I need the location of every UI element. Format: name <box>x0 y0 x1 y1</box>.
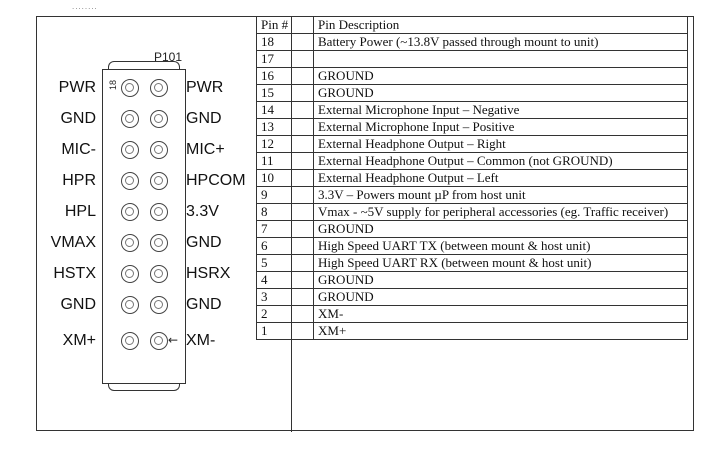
pin-number-cell: 9 <box>257 187 314 204</box>
pin-description-cell: GROUND <box>314 85 688 102</box>
pin-circle-icon <box>121 332 139 350</box>
table-row <box>257 85 688 102</box>
table-row <box>257 255 688 272</box>
pin-label-left: GND <box>60 110 96 127</box>
pin-number-cell: 17 <box>257 51 314 68</box>
pin-label-right: GND <box>186 110 222 127</box>
pin-description-cell: External Headphone Output – Common (not GROUND) <box>314 153 688 170</box>
pin-label-right: PWR <box>186 79 224 96</box>
table-row <box>257 204 688 221</box>
pin-number-cell: 14 <box>257 102 314 119</box>
pin-description-cell: XM- <box>314 306 688 323</box>
connector-row <box>37 263 292 287</box>
pin-circle-icon <box>150 234 168 252</box>
pin-label-left: GND <box>60 296 96 313</box>
pin-label-left: MIC- <box>61 141 96 158</box>
table-row <box>257 68 688 85</box>
pin-label-left: HPR <box>62 172 96 189</box>
pin-description-table <box>256 16 688 340</box>
connector-row <box>37 201 292 225</box>
connector-row <box>37 294 292 318</box>
pin-label-left: VMAX <box>50 234 96 251</box>
connector-label: P101 <box>154 50 183 64</box>
pin-circle-icon <box>121 203 139 221</box>
pin-circle-icon <box>150 79 168 97</box>
table-row <box>257 170 688 187</box>
pin-description-cell: GROUND <box>314 68 688 85</box>
table-row <box>257 119 688 136</box>
table-row <box>257 306 688 323</box>
pin-number-cell: 4 <box>257 272 314 289</box>
connector-row <box>37 77 292 101</box>
table-row <box>257 153 688 170</box>
pin-circle-icon <box>150 110 168 128</box>
pin-number-cell: 10 <box>257 170 314 187</box>
pin-number-cell: 12 <box>257 136 314 153</box>
table-row <box>257 221 688 238</box>
pinout-figure <box>36 16 694 431</box>
table-row <box>257 289 688 306</box>
connector-diagram <box>37 17 292 432</box>
pin-circle-icon <box>121 141 139 159</box>
pin-circle-icon <box>121 265 139 283</box>
pin-number-cell: 13 <box>257 119 314 136</box>
pin-description-cell: GROUND <box>314 272 688 289</box>
pin-label-right: GND <box>186 234 222 251</box>
connector-row <box>37 139 292 163</box>
pin-label-right: HSRX <box>186 265 231 282</box>
pin-label-right: XM- <box>186 332 216 349</box>
pin-circle-icon <box>150 265 168 283</box>
pin-label-left: PWR <box>58 79 96 96</box>
table-row <box>257 51 688 68</box>
pin-label-right: MIC+ <box>186 141 225 158</box>
pin-description-cell: External Headphone Output – Right <box>314 136 688 153</box>
header-pin-description: Pin Description <box>314 17 688 34</box>
pin-description-cell: XM+ <box>314 323 688 340</box>
pin-circle-icon <box>121 79 139 97</box>
pin-number-cell: 6 <box>257 238 314 255</box>
table-row <box>257 238 688 255</box>
pin-label-left: HPL <box>64 203 96 220</box>
pin-circle-icon <box>150 172 168 190</box>
pin-circle-icon <box>150 296 168 314</box>
pin-description-cell: GROUND <box>314 221 688 238</box>
connector-row <box>37 108 292 132</box>
pin-number-cell: 15 <box>257 85 314 102</box>
pin-description-cell: External Microphone Input – Positive <box>314 119 688 136</box>
pin-description-cell: High Speed UART RX (between mount & host unit) <box>314 255 688 272</box>
connector-row <box>37 330 292 354</box>
table-row <box>257 272 688 289</box>
pin-number-cell: 7 <box>257 221 314 238</box>
pin-number-cell: 16 <box>257 68 314 85</box>
pin-description-cell: External Headphone Output – Left <box>314 170 688 187</box>
pin-circle-icon <box>150 141 168 159</box>
pin-number-cell: 3 <box>257 289 314 306</box>
connector-row <box>37 170 292 194</box>
table-row <box>257 323 688 340</box>
pin-circle-icon <box>121 172 139 190</box>
pin-circle-icon <box>121 110 139 128</box>
pin-number-cell: 2 <box>257 306 314 323</box>
pin-label-left: HSTX <box>53 265 96 282</box>
pin-description-cell: Vmax - ~5V supply for peripheral accessories (eg. Traffic receiver) <box>314 204 688 221</box>
table-row <box>257 136 688 153</box>
pin-label-left: XM+ <box>62 332 96 349</box>
pin-description-cell: GROUND <box>314 289 688 306</box>
pin-label-right: GND <box>186 296 222 313</box>
pin-circle-icon <box>150 203 168 221</box>
cropped-caption-text: ........ <box>72 2 98 11</box>
table-row <box>257 187 688 204</box>
connector-row <box>37 232 292 256</box>
pin-number-cell: 8 <box>257 204 314 221</box>
pin-description-cell <box>314 51 688 68</box>
pin-circle-icon <box>121 296 139 314</box>
pin-number-cell: 18 <box>257 34 314 51</box>
table-row <box>257 34 688 51</box>
pin-number-cell: 11 <box>257 153 314 170</box>
pin-number-cell: 1 <box>257 323 314 340</box>
table-row <box>257 102 688 119</box>
pin-circle-icon <box>150 332 168 350</box>
pin-18-marker: 18 <box>108 79 119 91</box>
header-pin-number: Pin # <box>257 17 314 34</box>
pin-description-cell: Battery Power (~13.8V passed through mount to unit) <box>314 34 688 51</box>
pin-description-cell: External Microphone Input – Negative <box>314 102 688 119</box>
pin-circle-icon <box>121 234 139 252</box>
pin-label-right: HPCOM <box>186 172 246 189</box>
pin-1-arrow-icon: ← <box>168 333 179 347</box>
pin-number-cell: 5 <box>257 255 314 272</box>
pin-description-cell: High Speed UART TX (between mount & host unit) <box>314 238 688 255</box>
connector-bottom-key <box>108 383 180 391</box>
pin-label-right: 3.3V <box>186 203 219 220</box>
pin-description-cell: 3.3V – Powers mount µP from host unit <box>314 187 688 204</box>
table-header-row <box>257 17 688 34</box>
